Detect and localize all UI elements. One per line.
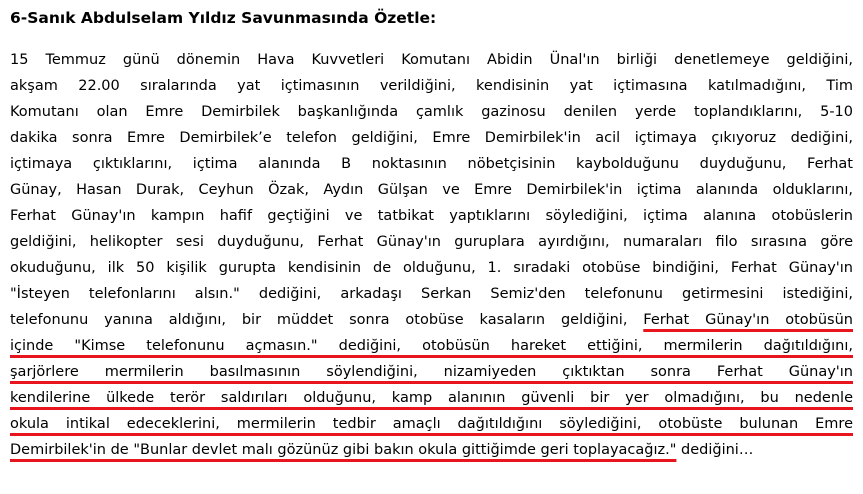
text-line bbox=[10, 47, 853, 73]
text-line bbox=[10, 255, 853, 281]
text-line bbox=[10, 281, 853, 307]
text-line bbox=[10, 125, 853, 151]
text-segment: dediğini… bbox=[676, 442, 754, 458]
text-line bbox=[10, 229, 853, 255]
highlighted-text: kendilerine ülkede terör saldırıları olduğunu, kamp alanının güvenli bir yer olmadığını, bu nedenle bbox=[10, 390, 853, 406]
text-segment: dakika sonra Emre Demirbilek’e telefon geldiğini, Emre Demirbilek'in acil içtimaya çıkıyoruz dediğini, bbox=[10, 130, 853, 146]
highlighted-text: Ferhat Günay'ın otobüsün bbox=[643, 312, 853, 328]
text-line bbox=[10, 385, 853, 411]
section-heading: 6-Sanık Abdulselam Yıldız Savunmasında Özetle: bbox=[10, 9, 437, 27]
text-line bbox=[10, 73, 853, 99]
text-line bbox=[10, 411, 853, 437]
text-segment: Ferhat Günay'ın kampın hafif geçtiğini ve tatbikat yaptıklarını söylediğini, içtima alanına otobüslerin bbox=[10, 208, 853, 224]
highlighted-text: şarjörlere mermilerin basılmasının söylendiğini, nizamiyeden çıktıktan sonra Ferhat Günay'ın bbox=[10, 364, 853, 380]
text-line bbox=[10, 437, 853, 463]
text-segment: telefonunu yanına aldığını, bir müddet sonra otobüse kasaların geldiğini, bbox=[10, 312, 644, 328]
paragraph bbox=[10, 47, 853, 463]
text-segment: 15 Temmuz günü dönemin Hava Kuvvetleri Komutanı Abidin Ünal'ın birliği denetlemeye geldiğini, bbox=[10, 52, 853, 68]
text-segment: "İsteyen telefonlarını alsın." dediğini, arkadaşı Serkan Semiz'den telefonunu getirmesini istediğini, bbox=[10, 286, 853, 302]
highlighted-text: okula intikal edeceklerini, mermilerin tedbir amaçlı dağıtıldığını söylediğini, otobüste bulunan Emre bbox=[10, 416, 853, 432]
text-line bbox=[10, 203, 853, 229]
text-segment: Komutanı olan Emre Demirbilek başkanlığında çamlık gazinosu denilen yerde toplandıklarını, 5-10 bbox=[10, 104, 853, 120]
highlighted-text: Demirbilek'in de "Bunlar devlet malı gözünüz gibi bakın okula gittiğimde geri toplayacağız." bbox=[10, 442, 677, 458]
text-segment: Günay, Hasan Durak, Ceyhun Özak, Aydın Gülşan ve Emre Demirbilek'in içtima alanında olduklarını, bbox=[10, 182, 853, 198]
highlighted-text: içinde "Kimse telefonunu açmasın." dediğini, otobüsün hareket ettiğini, mermilerin dağıtıldığını, bbox=[10, 338, 853, 354]
text-line bbox=[10, 333, 853, 359]
text-segment: okuduğunu, ilk 50 kişilik gurupta kendisinin de olduğunu, 1. sıradaki otobüse bindiğini, Ferhat Günay'ın bbox=[10, 260, 853, 276]
text-segment: akşam 22.00 sıralarında yat içtimasının verildiğini, kendisinin yat içtimasına katılmadığını, Tim bbox=[10, 78, 853, 94]
text-segment: içtimaya çıktıklarını, içtima alanında B noktasının nöbetçisinin kaybolduğunu duyduğunu, Ferhat bbox=[10, 156, 853, 172]
text-line bbox=[10, 151, 853, 177]
text-line bbox=[10, 307, 853, 333]
text-line bbox=[10, 177, 853, 203]
text-line bbox=[10, 99, 853, 125]
text-segment: geldiğini, helikopter sesi duyduğunu, Ferhat Günay'ın guruplara ayırdığını, numaraları filo sırasına göre bbox=[10, 234, 853, 250]
text-line bbox=[10, 359, 853, 385]
